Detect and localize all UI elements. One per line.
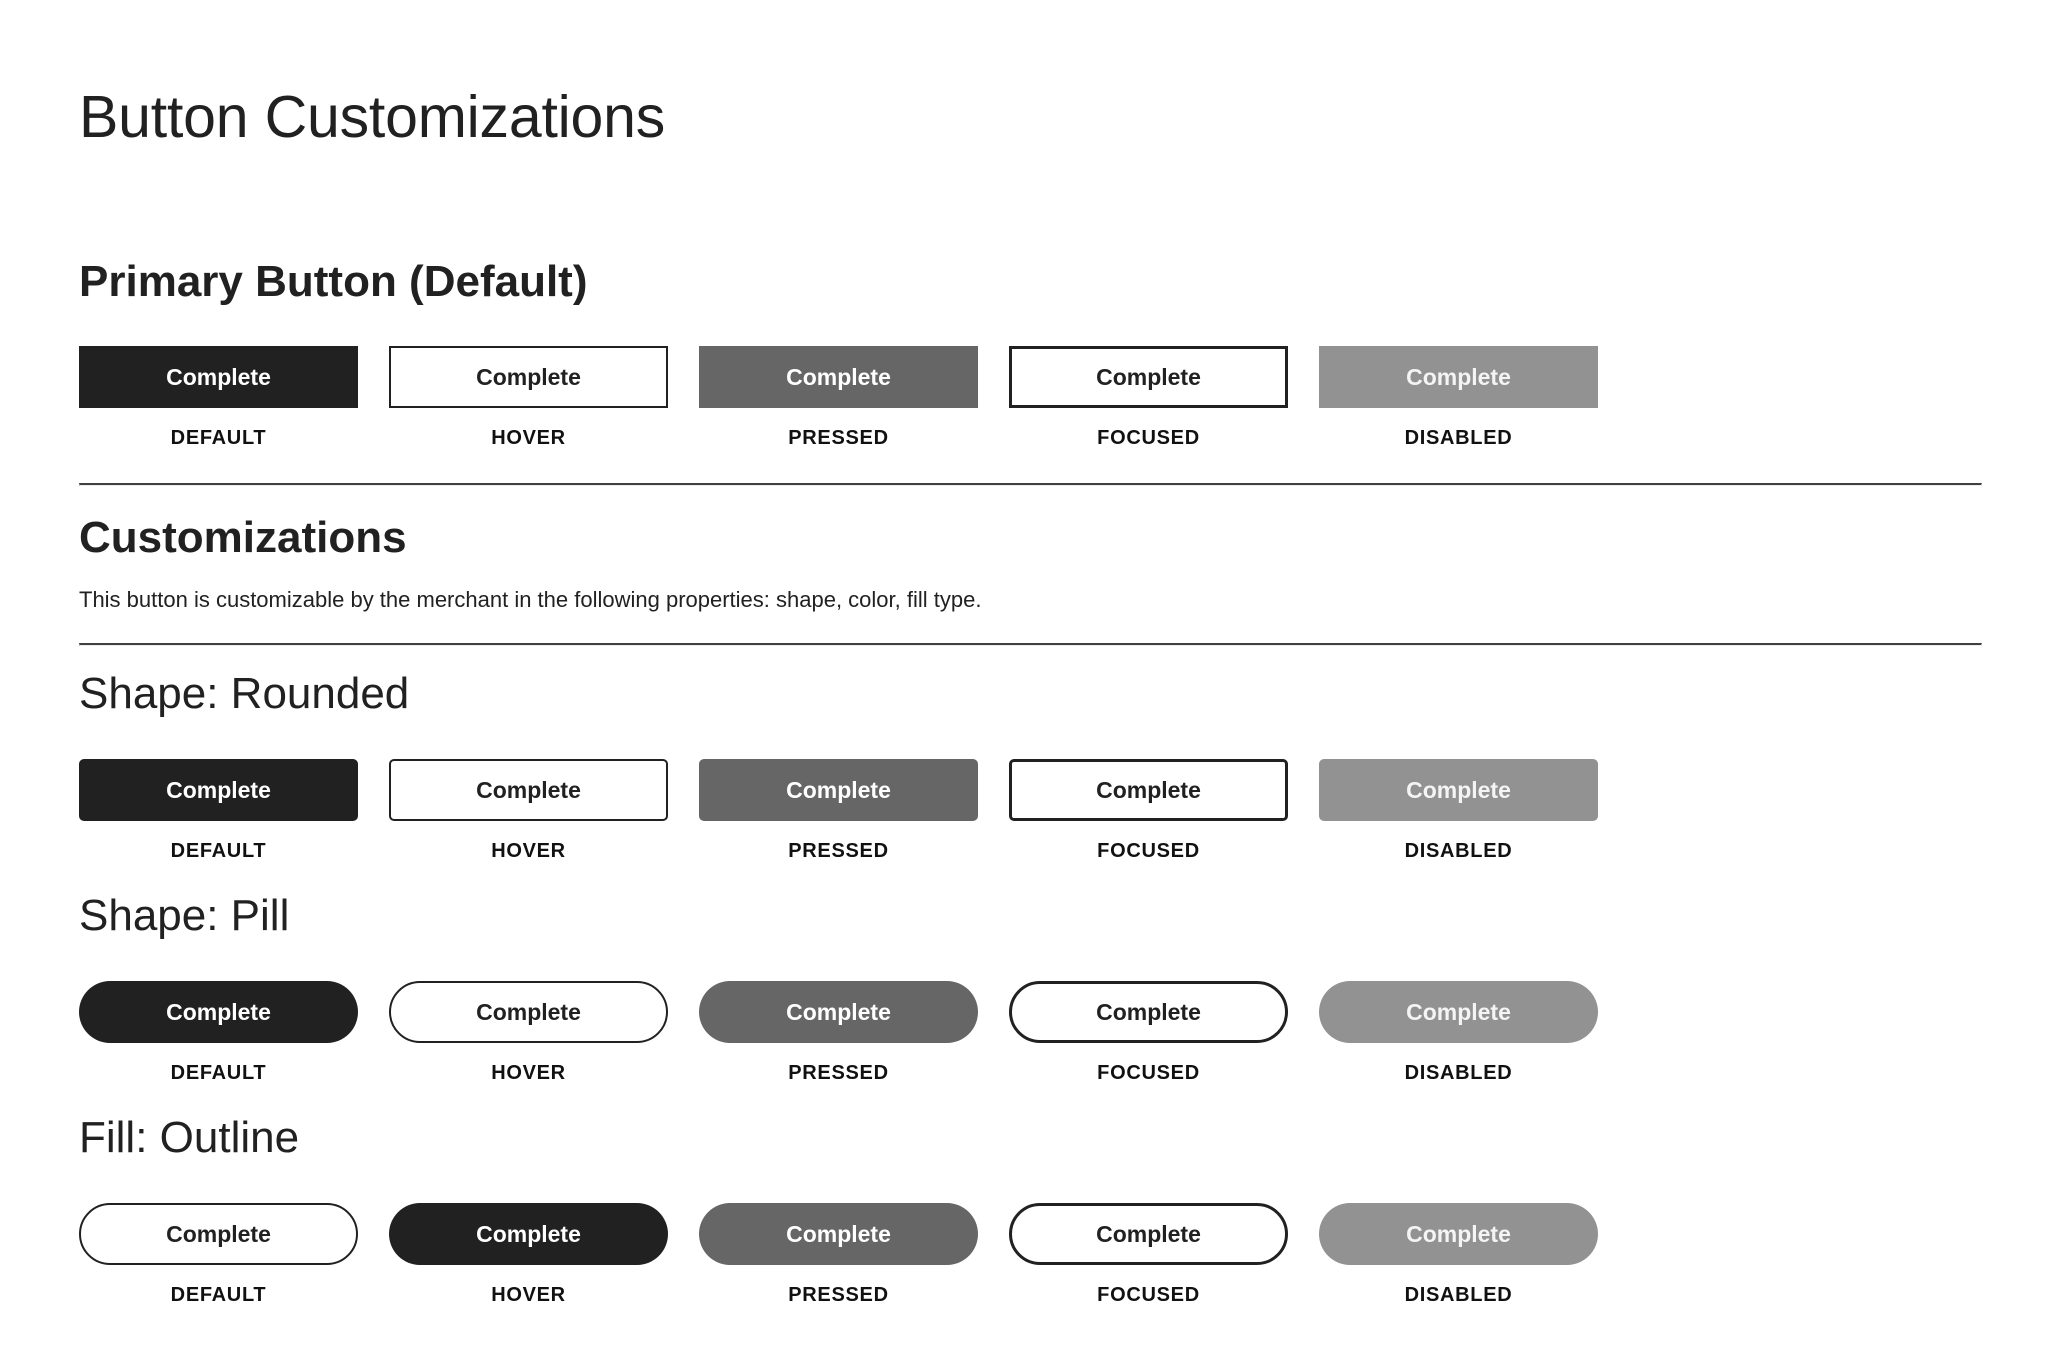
primary-focused-label: FOCUSED	[1097, 427, 1200, 449]
primary-focused-state	[1009, 346, 1288, 456]
shape-rounded-state-row	[79, 759, 1599, 869]
pill-default-state	[79, 981, 358, 1091]
outline-default-state	[79, 1203, 358, 1313]
section-divider-bottom	[79, 643, 1982, 646]
pill-pressed-label: PRESSED	[788, 1062, 889, 1084]
pill-default-label: DEFAULT	[170, 1062, 267, 1084]
outline-focused-state	[1009, 1203, 1288, 1313]
outline-disabled-complete-button: Complete	[1319, 1203, 1598, 1265]
primary-hover-state	[389, 346, 668, 456]
primary-pressed-label: PRESSED	[788, 427, 889, 449]
outline-hover-label: HOVER	[491, 1284, 566, 1306]
pill-pressed-complete-button[interactable]: Complete	[699, 981, 978, 1043]
outline-focused-complete-button[interactable]: Complete	[1009, 1203, 1288, 1265]
rounded-disabled-complete-button: Complete	[1319, 759, 1598, 821]
pill-hover-complete-button[interactable]: Complete	[389, 981, 668, 1043]
pill-focused-label: FOCUSED	[1097, 1062, 1200, 1084]
rounded-default-label: DEFAULT	[170, 840, 267, 862]
primary-hover-complete-button[interactable]: Complete	[389, 346, 668, 408]
pill-hover-state	[389, 981, 668, 1091]
primary-pressed-state	[699, 346, 978, 456]
outline-pressed-complete-button[interactable]: Complete	[699, 1203, 978, 1265]
pill-disabled-state	[1319, 981, 1598, 1091]
primary-hover-label: HOVER	[491, 427, 566, 449]
section-divider-top	[79, 483, 1982, 486]
rounded-pressed-label: PRESSED	[788, 840, 889, 862]
outline-default-label: DEFAULT	[170, 1284, 267, 1306]
rounded-focused-complete-button[interactable]: Complete	[1009, 759, 1288, 821]
outline-hover-state	[389, 1203, 668, 1313]
customizations-title: Customizations	[79, 513, 407, 562]
rounded-focused-label: FOCUSED	[1097, 840, 1200, 862]
shape-pill-title: Shape: Pill	[79, 891, 290, 940]
pill-focused-state	[1009, 981, 1288, 1091]
pill-disabled-label: DISABLED	[1404, 1062, 1513, 1084]
shape-pill-state-row	[79, 981, 1599, 1091]
rounded-hover-complete-button[interactable]: Complete	[389, 759, 668, 821]
rounded-disabled-label: DISABLED	[1404, 840, 1513, 862]
rounded-default-state	[79, 759, 358, 869]
primary-default-label: DEFAULT	[170, 427, 267, 449]
fill-outline-state-row	[79, 1203, 1599, 1313]
outline-disabled-label: DISABLED	[1404, 1284, 1513, 1306]
rounded-hover-state	[389, 759, 668, 869]
primary-button-section-title: Primary Button (Default)	[79, 257, 588, 306]
pill-disabled-complete-button: Complete	[1319, 981, 1598, 1043]
primary-disabled-state	[1319, 346, 1598, 456]
rounded-hover-label: HOVER	[491, 840, 566, 862]
pill-hover-label: HOVER	[491, 1062, 566, 1084]
fill-outline-title: Fill: Outline	[79, 1113, 300, 1162]
primary-pressed-complete-button[interactable]: Complete	[699, 346, 978, 408]
outline-pressed-state	[699, 1203, 978, 1313]
customizations-description: This button is customizable by the merchant in the following properties: shape, color, fill type.	[79, 587, 982, 612]
outline-default-complete-button[interactable]: Complete	[79, 1203, 358, 1265]
rounded-disabled-state	[1319, 759, 1598, 869]
primary-button-state-row	[79, 346, 1599, 456]
outline-focused-label: FOCUSED	[1097, 1284, 1200, 1306]
pill-focused-complete-button[interactable]: Complete	[1009, 981, 1288, 1043]
rounded-pressed-state	[699, 759, 978, 869]
pill-default-complete-button[interactable]: Complete	[79, 981, 358, 1043]
primary-default-state	[79, 346, 358, 456]
primary-disabled-complete-button: Complete	[1319, 346, 1598, 408]
primary-default-complete-button[interactable]: Complete	[79, 346, 358, 408]
outline-hover-complete-button[interactable]: Complete	[389, 1203, 668, 1265]
primary-disabled-label: DISABLED	[1404, 427, 1513, 449]
page-title: Button Customizations	[79, 84, 666, 150]
rounded-pressed-complete-button[interactable]: Complete	[699, 759, 978, 821]
rounded-focused-state	[1009, 759, 1288, 869]
outline-pressed-label: PRESSED	[788, 1284, 889, 1306]
primary-focused-complete-button[interactable]: Complete	[1009, 346, 1288, 408]
shape-rounded-title: Shape: Rounded	[79, 669, 410, 718]
outline-disabled-state	[1319, 1203, 1598, 1313]
pill-pressed-state	[699, 981, 978, 1091]
rounded-default-complete-button[interactable]: Complete	[79, 759, 358, 821]
